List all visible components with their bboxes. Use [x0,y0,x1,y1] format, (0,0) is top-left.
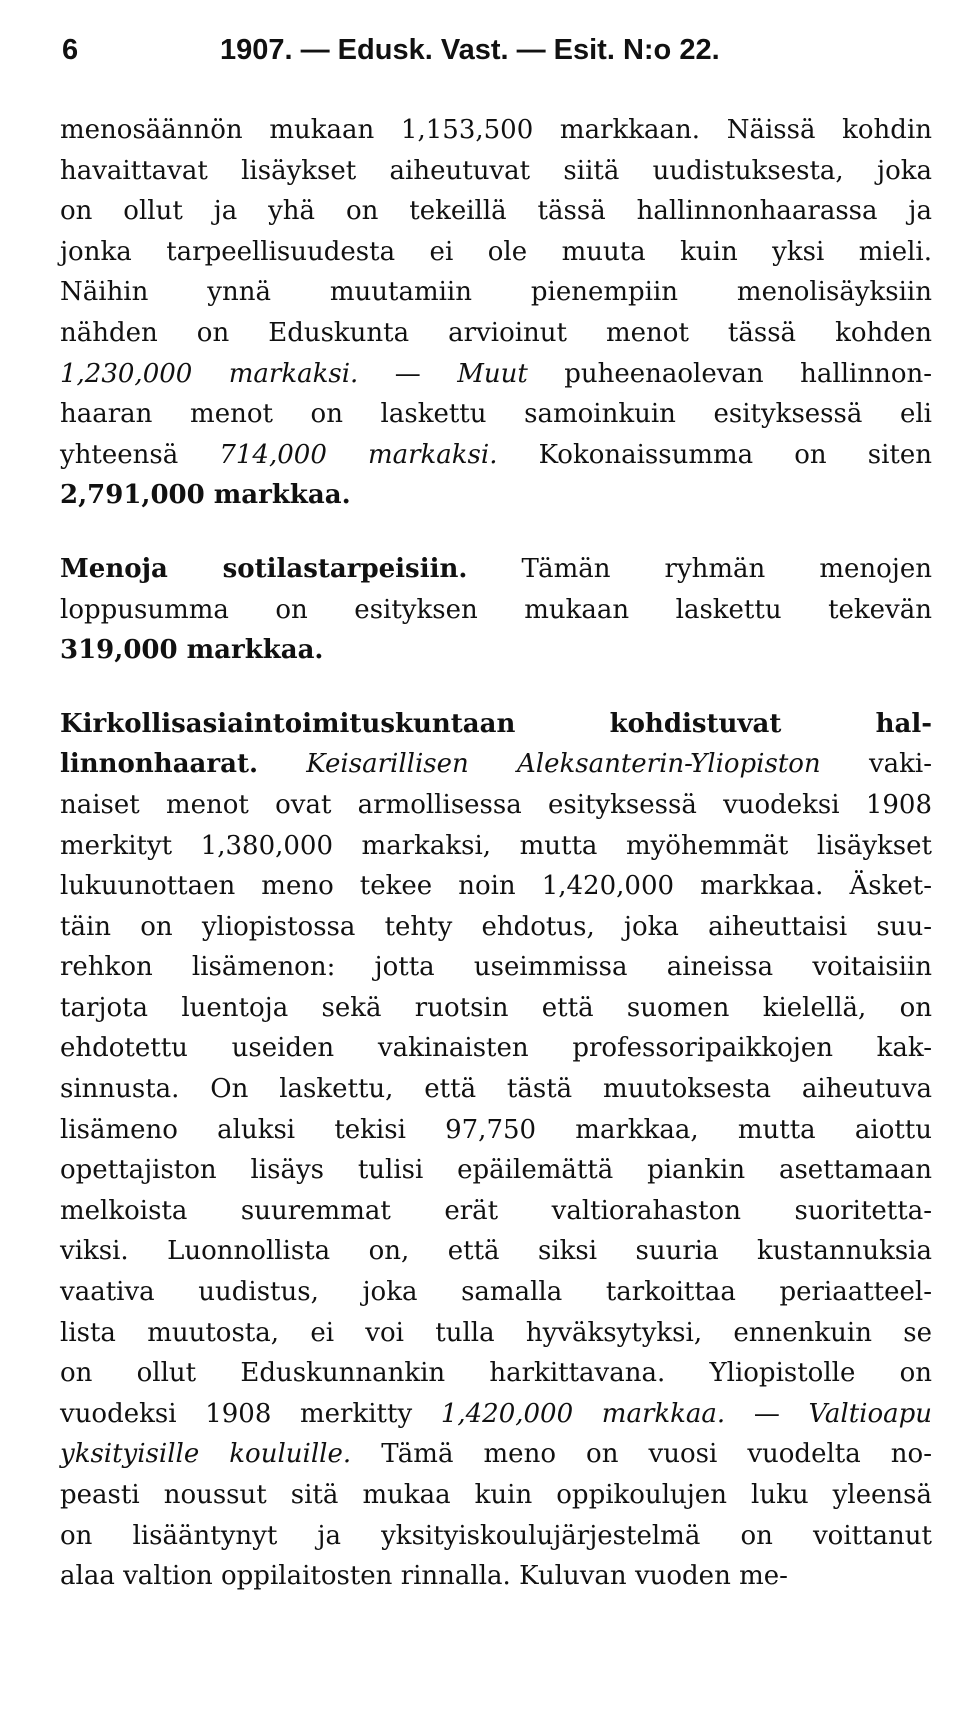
text-line [60,744,932,785]
text-line [60,1191,932,1232]
text-line [60,313,932,354]
text-segment: Tämän ryhmän menojen [467,553,932,584]
text-line [60,1394,932,1435]
text-line [60,394,932,435]
text-segment [258,749,306,779]
paragraph [60,549,932,671]
text-line [60,549,932,590]
text-segment: Näihin ynnä muutamiin pienempiin menolisäyksiin [60,277,932,308]
text-line [60,988,932,1029]
body-text [60,110,932,1597]
text-segment: vaki- [820,749,933,780]
text-segment: merkityt 1,380,000 markaksi, mutta myöhemmät lisäykset [60,830,932,861]
text-segment: täin on yliopistossa tehty ehdotus, joka aiheuttaisi suu- [60,911,932,942]
text-line [60,1272,932,1313]
text-segment: menosäännön mukaan 1,153,500 markkaan. Näissä kohdin [60,115,932,145]
italic-text: yksityisille kouluille. [60,1439,352,1470]
text-segment: on ollut Eduskunnankin harkittavana. Yliopistolle on [60,1358,932,1389]
text-segment: Kokonaissumma on siten [497,439,932,470]
text-line [60,435,932,476]
text-segment: yhteensä [60,439,220,470]
text-segment: jonka tarpeellisuudesta ei ole muuta kuin yksi mieli. [60,236,932,267]
text-line [60,1353,932,1394]
text-line [60,1556,932,1597]
text-line [60,1028,932,1069]
text-segment: opettajiston lisäys tulisi epäilemättä piankin asettamaan [60,1155,932,1186]
italic-text: 714,000 markaksi. [219,439,498,470]
text-segment: vaativa uudistus, joka samalla tarkoittaa periaatteel- [60,1277,932,1308]
text-line [60,1150,932,1191]
text-line [60,1313,932,1354]
text-segment: on ollut ja yhä on tekeillä tässä hallinnonhaarassa ja [60,196,932,227]
text-line [60,704,932,745]
text-line [60,866,932,907]
text-segment: peasti noussut sitä mukaa kuin oppikoulujen luku yleensä [60,1480,932,1510]
text-line [60,272,932,313]
text-segment: Tämä meno on vuosi vuodelta no- [351,1439,932,1470]
text-line [60,1475,932,1516]
text-segment: lista muutosta, ei voi tulla hyväksytyksi, ennenkuin se [60,1317,932,1348]
bold-text: 319,000 markkaa. [60,635,324,666]
text-segment: lukuunottaen meno tekee noin 1,420,000 markkaa. Äsket- [60,871,932,902]
text-segment: on lisääntynyt ja yksityiskoulujärjestelmä on voittanut [60,1520,932,1551]
text-segment: nähden on Eduskunta arvioinut menot tässä kohden [60,317,932,348]
text-line [60,785,932,826]
text-segment: alaa valtion oppilaitosten rinnalla. Kuluvan vuoden me- [60,1561,788,1592]
italic-text: 1,230,000 markaksi. [60,358,359,389]
text-segment: viksi. Luonnollista on, että siksi suuria kustannuksia [60,1236,932,1267]
text-line [60,630,932,671]
paragraph [60,110,932,516]
text-segment: tarjota luentoja sekä ruotsin että suomen kielellä, on [60,992,932,1023]
text-segment: haaran menot on laskettu samoinkuin esityksessä eli [60,399,932,430]
text-segment: vuodeksi 1908 merkitty [60,1398,441,1429]
page-number: 6 [62,34,79,66]
text-line [60,110,932,151]
text-line [60,907,932,948]
text-segment: — [358,358,458,389]
text-segment: puheenaolevan hallinnon- [527,358,933,389]
page-header [62,30,920,80]
text-segment: ehdotettu useiden vakinaisten professoripaikkojen kak- [60,1033,932,1064]
paragraph [60,704,932,1597]
text-line [60,1516,932,1557]
paragraph-gap [60,671,932,704]
text-line [60,590,932,631]
text-segment: loppusumma on esityksen mukaan laskettu tekevän [60,594,932,625]
text-segment: — [725,1398,809,1429]
text-line [60,232,932,273]
text-segment: melkoista suuremmat erät valtiorahaston suoritetta- [60,1195,932,1226]
bold-text: linnonhaarat. [60,749,259,780]
bold-text: Menoja sotilastarpeisiin. [60,553,468,584]
text-line [60,1110,932,1151]
italic-text: Keisarillisen Aleksanterin-Yliopiston [306,749,821,780]
text-line [60,826,932,867]
italic-text: 1,420,000 markkaa. [440,1398,726,1429]
text-segment: rehkon lisämenon: jotta useimmissa aineissa voitaisiin [60,952,932,983]
italic-text: Valtioapu [808,1398,933,1429]
text-line [60,947,932,988]
running-head: 1907. — Edusk. Vast. — Esit. N:o 22. [220,34,720,66]
text-line [60,1231,932,1272]
italic-text: Muut [457,358,528,389]
text-segment: naiset menot ovat armollisessa esityksessä vuodeksi 1908 [60,789,932,820]
bold-text: 2,791,000 markkaa. [60,480,351,511]
text-line [60,1434,932,1475]
text-segment: havaittavat lisäykset aiheutuvat siitä uudistuksesta, joka [60,155,932,186]
text-line [60,475,932,516]
text-line [60,354,932,395]
text-line [60,1069,932,1110]
text-segment: lisämeno aluksi tekisi 97,750 markkaa, mutta aiottu [60,1114,932,1145]
text-line [60,151,932,192]
bold-text: Kirkollisasiaintoimituskuntaan kohdistuvat hal- [60,708,932,739]
paragraph-gap [60,516,932,549]
text-line [60,191,932,232]
text-segment: sinnusta. On laskettu, että tästä muutoksesta aiheutuva [60,1074,932,1105]
